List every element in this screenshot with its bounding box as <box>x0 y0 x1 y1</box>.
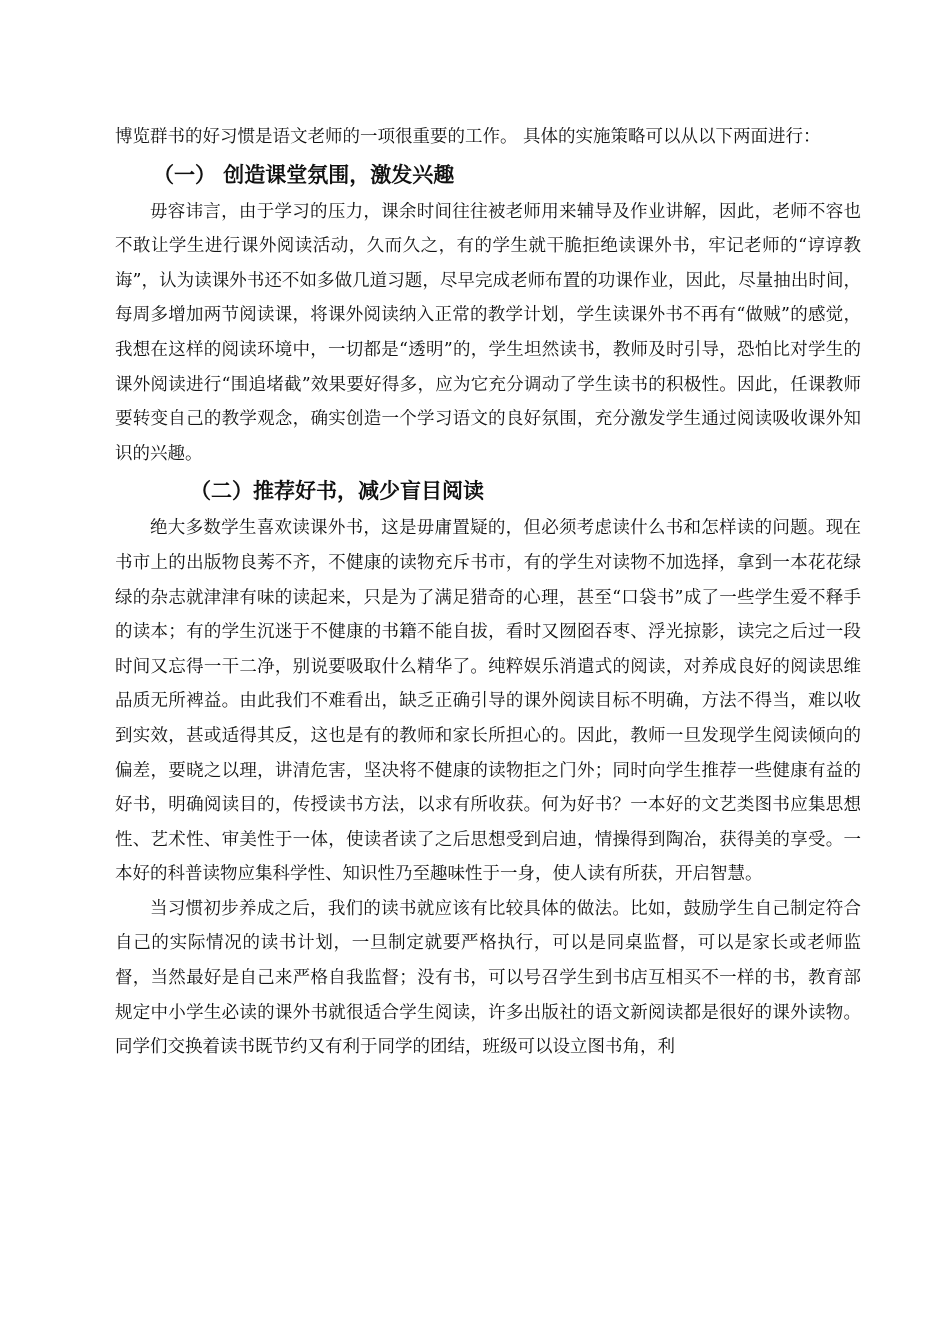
section-heading-1: （一） 创造课堂氛围，激发兴趣 <box>153 162 455 187</box>
section-2-paragraph: 绝大多数学生喜欢读课外书，这是毋庸置疑的，但必须考虑读什么书和怎样读的问题。现在书市上的出版物良莠不齐，不健康的读物充斥书市，有的学生对读物不加选择，拿到一本花花绿绿的杂志就津津有味的读起来，只是为了满足猎奇的心理，甚至“口袋书”成了一些学生爱不释手的读本；有的学生沉迷于不健康的书籍不能自拔，看时又囫囵吞枣、浮光掠影，读完之后过一段时间又忘得一干二净，别说要吸取什么精华了。纯粹娱乐消遣式的阅读，对养成良好的阅读思维品质无所裨益。由此我们不难看出，缺乏正确引导的课外阅读目标不明确，方法不得当，难以收到实效，甚或适得其反，这也是有的教师和家长所担心的。因此，教师一旦发现学生阅读倾向的偏差，要晓之以理，讲清危害，坚决将不健康的读物拒之门外；同时向学生推荐一些健康有益的好书，明确阅读目的，传授读书方法，以求有所收获。何为好书？一本好的文艺类图书应集思想性、艺术性、审美性于一体，使读者读了之后思想受到启迪，情操得到陶冶，获得美的享受。一本好的科普读物应集科学性、知识性乃至趣味性于一身，使人读有所获，开启智慧。 <box>115 518 861 885</box>
section-1-paragraph: 毋容讳言，由于学习的压力，课余时间往往被老师用来辅导及作业讲解，因此，老师不容也不敢让学生进行课外阅读活动，久而久之，有的学生就干脆拒绝读课外书，牢记老师的“谆谆教诲”，认为读课外书还不如多做几道习题，尽早完成老师布置的功课作业，因此，尽量抽出时间，每周多增加两节阅读课，将课外阅读纳入正常的教学计划，学生读课外书不再有“做贼”的感觉，我想在这样的阅读环境中，一切都是“透明”的，学生坦然读书，教师及时引导，恐怕比对学生的课外阅读进行“围追堵截”效果要好得多，应为它充分调动了学生读书的积极性。因此，任课教师要转变自己的教学观念，确实创造一个学习语文的良好氛围，充分激发学生通过阅读吸收课外知识的兴趣。 <box>115 201 861 464</box>
intro-paragraph: 博览群书的好习惯是语文老师的一项很重要的工作。 具体的实施策略可以从以下两面进行： <box>115 127 821 147</box>
section-2-paragraph-2: 当习惯初步养成之后，我们的读书就应该有比较具体的做法。比如，鼓励学生自己制定符合自己的实际情况的读书计划，一旦制定就要严格执行，可以是同桌监督，可以是家长或老师监督，当然最好是自己来严格自我监督；没有书，可以号召学生到书店互相买不一样的书，教育部规定中小学生必读的课外书就很适合学生阅读，许多出版社的语文新阅读都是很好的课外读物。同学们交换着读书既节约又有利于同学的团结，班级可以设立图书角，利 <box>115 898 861 1058</box>
section-heading-2: （二）推荐好书，减少盲目阅读 <box>190 479 484 504</box>
document-page <box>115 120 861 1065</box>
